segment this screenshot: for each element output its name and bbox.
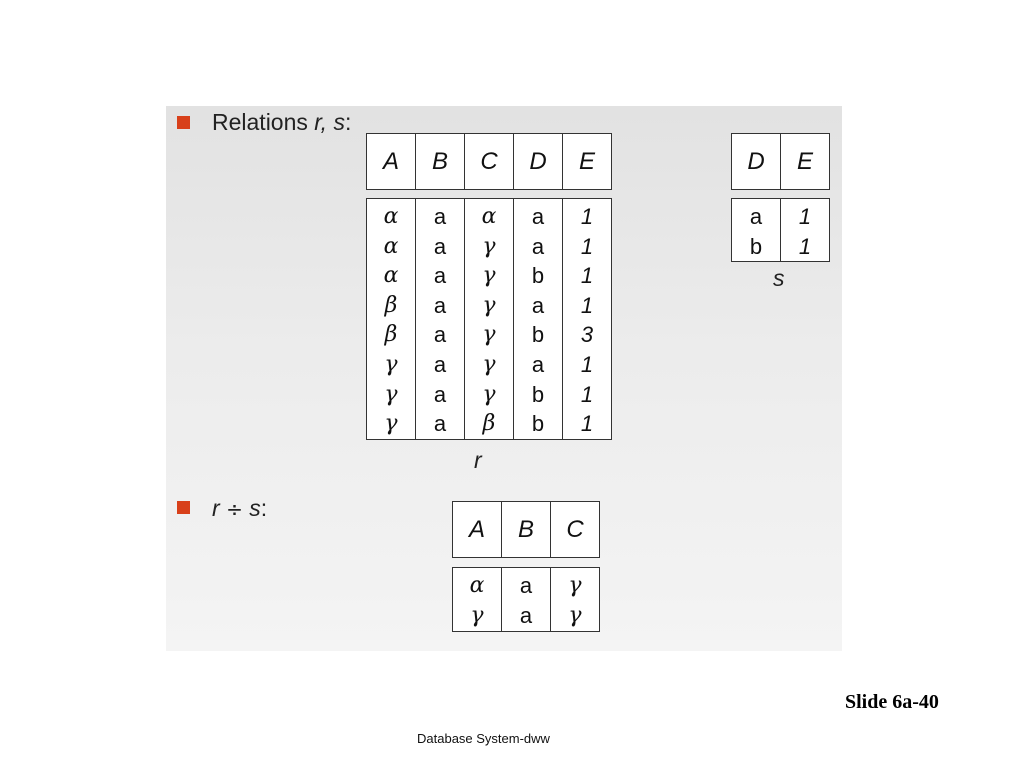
result-header-a: A [453,502,502,558]
result-body [452,567,600,632]
r-header-d: D [514,134,563,190]
cell-value: γ [482,381,496,407]
cell-value: a [531,233,545,259]
bullet-square-icon [177,116,190,129]
cell-value: a [433,322,447,348]
division-heading [212,495,267,522]
cell-value: 1 [580,351,594,377]
relation-r-header [366,133,612,190]
cell-value: b [531,263,545,289]
cell-value: γ [482,322,496,348]
cell-value: α [383,204,399,229]
slide-number: Slide 6a-40 [845,691,939,713]
r-header-a: A [367,134,416,190]
result-col-b [502,568,551,632]
cell-value: γ [482,292,496,318]
result-col-c [551,568,600,632]
cell-value: a [531,204,545,229]
cell-value: γ [482,351,496,377]
cell-value: a [531,292,545,318]
r-col-d [514,199,563,440]
r-col-e [563,199,612,440]
cell-value: a [433,204,447,229]
cell-value: a [433,233,447,259]
cell-value: b [749,233,763,259]
r-header-b: B [416,134,465,190]
cell-value: 1 [580,381,594,407]
cell-value: α [383,263,399,289]
result-header-b: B [502,502,551,558]
relations-heading [212,109,351,136]
cell-value: a [749,204,763,229]
relation-r-body [366,198,612,440]
r-col-a [367,199,416,440]
cell-value: a [433,292,447,318]
cell-value: β [384,322,398,348]
cell-value: γ [384,351,398,377]
cell-value: γ [482,263,496,289]
relations-heading-vars: r, s [314,109,345,135]
footer-text: Database System-dww [417,731,550,746]
cell-value: a [519,573,533,598]
cell-value: a [433,351,447,377]
r-header-c: C [465,134,514,190]
cell-value: a [433,411,447,437]
cell-value: α [383,233,399,259]
s-col-e [781,199,830,262]
cell-value: γ [470,602,484,628]
cell-value: 1 [580,292,594,318]
s-col-d [732,199,781,262]
cell-value: γ [568,573,582,598]
relation-s-caption: s [773,265,785,291]
result-header [452,501,600,558]
r-col-c [465,199,514,440]
cell-value: γ [568,602,582,628]
cell-value: a [433,381,447,407]
relation-s-header [731,133,830,190]
cell-value: 1 [798,233,812,259]
cell-value: 1 [580,233,594,259]
cell-value: b [531,322,545,348]
division-var-s: s [249,495,261,521]
cell-value: 1 [580,204,594,229]
cell-value: γ [384,381,398,407]
relations-heading-text: Relations [212,109,315,135]
cell-value: b [531,411,545,437]
bullet-square-icon [177,501,190,514]
cell-value: γ [482,233,496,259]
cell-value: 1 [580,263,594,289]
cell-value: 3 [580,322,594,348]
division-var-r: r [212,495,220,521]
relation-s-body [731,198,830,262]
s-header-e: E [781,134,830,190]
relation-r-caption: r [474,447,482,473]
s-header-d: D [732,134,781,190]
cell-value: α [481,204,497,229]
cell-value: a [433,263,447,289]
cell-value: a [531,351,545,377]
r-col-b [416,199,465,440]
result-col-a [453,568,502,632]
r-header-e: E [563,134,612,190]
cell-value: α [469,573,485,598]
cell-value: a [519,602,533,628]
cell-value: β [384,292,398,318]
cell-value: 1 [580,411,594,437]
cell-value: b [531,381,545,407]
division-colon: : [260,495,268,521]
division-operator: ÷ [226,497,243,521]
cell-value: 1 [798,204,812,229]
relations-heading-colon: : [344,109,352,135]
cell-value: γ [384,411,398,437]
result-header-c: C [551,502,600,558]
cell-value: β [482,411,496,437]
